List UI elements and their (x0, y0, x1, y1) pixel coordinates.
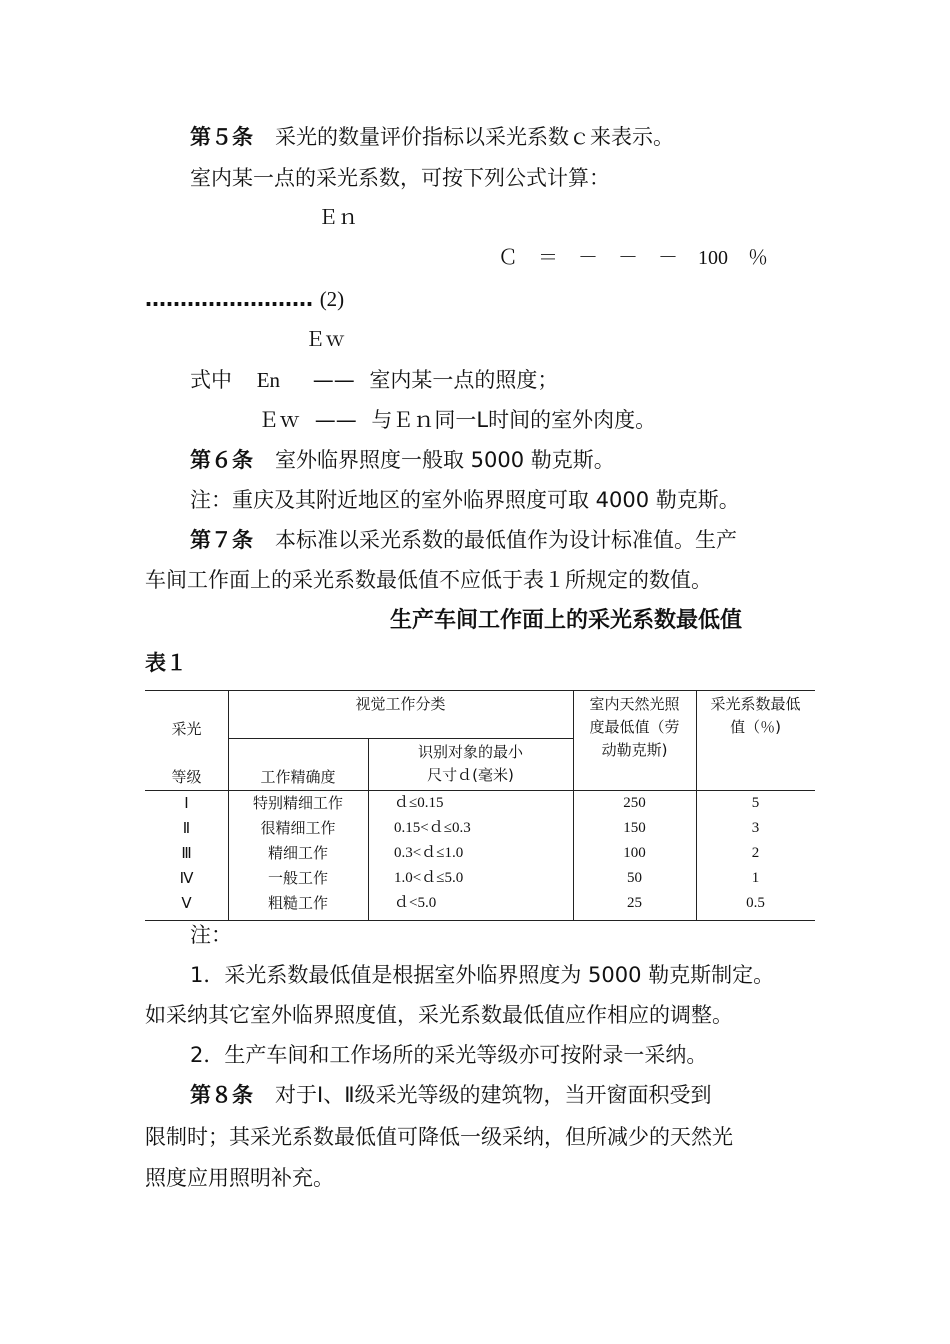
formula-main: Ｃ ＝ － － － 100 ％ (498, 247, 768, 269)
table-rule-bottom (145, 920, 815, 921)
note-2: 2．生产车间和工作场所的采光等级亦可按附录一采纳。 (190, 1043, 708, 1067)
row-2-illuminance: 150 (623, 820, 646, 836)
article-5-line-2: 室内某一点的采光系数，可按下列公式计算： (190, 166, 610, 190)
table-title: 生产车间工作面上的采光系数最低值 (390, 608, 743, 633)
table-rule-top (145, 690, 815, 691)
row-4-coefficient: 1 (751, 870, 760, 886)
row-4-size: 1.0<ｄ≤5.0 (394, 870, 464, 886)
row-2-coefficient: 3 (751, 820, 760, 836)
row-4-illuminance: 50 (627, 870, 642, 886)
header-illum-2: 度最低值（劳 (589, 718, 680, 736)
row-2-precision: 很精细工作 (260, 819, 336, 837)
row-2-size: 0.15<ｄ≤0.3 (394, 820, 471, 836)
table-rule-header (145, 790, 815, 791)
row-3-grade: Ⅲ (181, 844, 192, 862)
article-6-label: 第６条 (190, 448, 253, 472)
where-ew-dash: —— (314, 408, 357, 432)
row-1-illuminance: 250 (623, 795, 646, 811)
article-5-text: 采光的数量评价指标以采光系数ｃ来表示。 (275, 125, 674, 149)
article-8-line (190, 1080, 712, 1110)
article-6-text: 室外临界照度一般取 5000 勒克斯。 (275, 448, 615, 472)
formula-eq-line (145, 284, 344, 314)
where-line-ew (258, 405, 656, 435)
header-grade-2: 等级 (171, 768, 202, 786)
row-5-illuminance: 25 (627, 895, 642, 911)
lighting-table (145, 690, 815, 922)
where-prefix: 式中 (190, 368, 232, 392)
article-8-line-2: 限制时；其采光系数最低值可降低一级采纳，但所减少的天然光 (145, 1125, 733, 1149)
note-1-line-2: 如采纳其它室外临界照度值，采光系数最低值应作相应的调整。 (145, 1003, 733, 1027)
article-8-line-3: 照度应用照明补充。 (145, 1166, 334, 1190)
note-1-line-1: 1．采光系数最低值是根据室外临界照度为 5000 勒克斯制定。 (190, 963, 775, 987)
article-6-note: 注：重庆及其附近地区的室外临界照度可取 4000 勒克斯。 (190, 488, 740, 512)
row-4-grade: Ⅳ (179, 869, 194, 887)
row-3-size: 0.3<ｄ≤1.0 (394, 845, 464, 861)
article-7-label: 第７条 (190, 528, 253, 552)
row-1-precision: 特别精细工作 (252, 794, 343, 812)
header-grade-1: 采光 (171, 720, 202, 738)
header-coef-2: 值（％) (730, 718, 781, 736)
where-ew-desc: 与Ｅｎ同一L时间的室外肉度。 (371, 408, 657, 432)
row-5-size: ｄ<5.0 (394, 895, 437, 911)
row-3-coefficient: 2 (751, 845, 760, 861)
row-1-size: ｄ≤0.15 (394, 795, 444, 811)
table-rule-subheader (228, 738, 573, 739)
notes-label: 注： (190, 923, 232, 947)
formula-numerator: Ｅｎ (318, 207, 358, 229)
header-min-size-2: 尺寸ｄ(毫米) (427, 766, 514, 784)
where-ew-symbol: Ｅｗ (258, 408, 300, 432)
article-7-line-2: 车间工作面上的采光系数最低值不应低于表１所规定的数值。 (145, 568, 712, 592)
article-5-line (190, 122, 674, 152)
article-7-text: 本标准以采光系数的最低值作为设计标准值。生产 (275, 528, 737, 552)
where-en-symbol: En (256, 368, 281, 392)
article-7-line (190, 525, 737, 555)
formula-dots: …………………… (145, 287, 313, 311)
header-visual-class: 视觉工作分类 (355, 695, 446, 713)
header-precision: 工作精确度 (260, 768, 336, 786)
row-3-precision: 精细工作 (267, 844, 328, 862)
row-5-grade: Ⅴ (181, 894, 192, 912)
where-en-dash: —— (312, 368, 355, 392)
row-1-grade: Ⅰ (184, 794, 189, 812)
table-label: 表１ (145, 651, 187, 675)
row-2-grade: Ⅱ (182, 819, 191, 837)
row-4-precision: 一般工作 (267, 869, 328, 887)
article-8-label: 第８条 (190, 1083, 253, 1107)
formula-denominator: Ｅｗ (305, 329, 345, 351)
row-5-coefficient: 0.5 (746, 895, 765, 911)
header-illum-1: 室内天然光照 (589, 695, 680, 713)
row-5-precision: 粗糙工作 (267, 894, 328, 912)
row-3-illuminance: 100 (623, 845, 646, 861)
header-illum-3: 动勒克斯) (601, 741, 668, 759)
article-6-line (190, 445, 615, 475)
article-8-text: 对于Ⅰ、Ⅱ级采光等级的建筑物，当开窗面积受到 (275, 1083, 712, 1107)
formula-eq-number: (2) (319, 287, 345, 311)
header-min-size-1: 识别对象的最小 (417, 743, 523, 761)
article-5-label: 第５条 (190, 125, 253, 149)
row-1-coefficient: 5 (751, 795, 760, 811)
where-en-desc: 室内某一点的照度； (369, 368, 559, 392)
header-coef-1: 采光系数最低 (710, 695, 801, 713)
where-line-en (190, 365, 558, 395)
